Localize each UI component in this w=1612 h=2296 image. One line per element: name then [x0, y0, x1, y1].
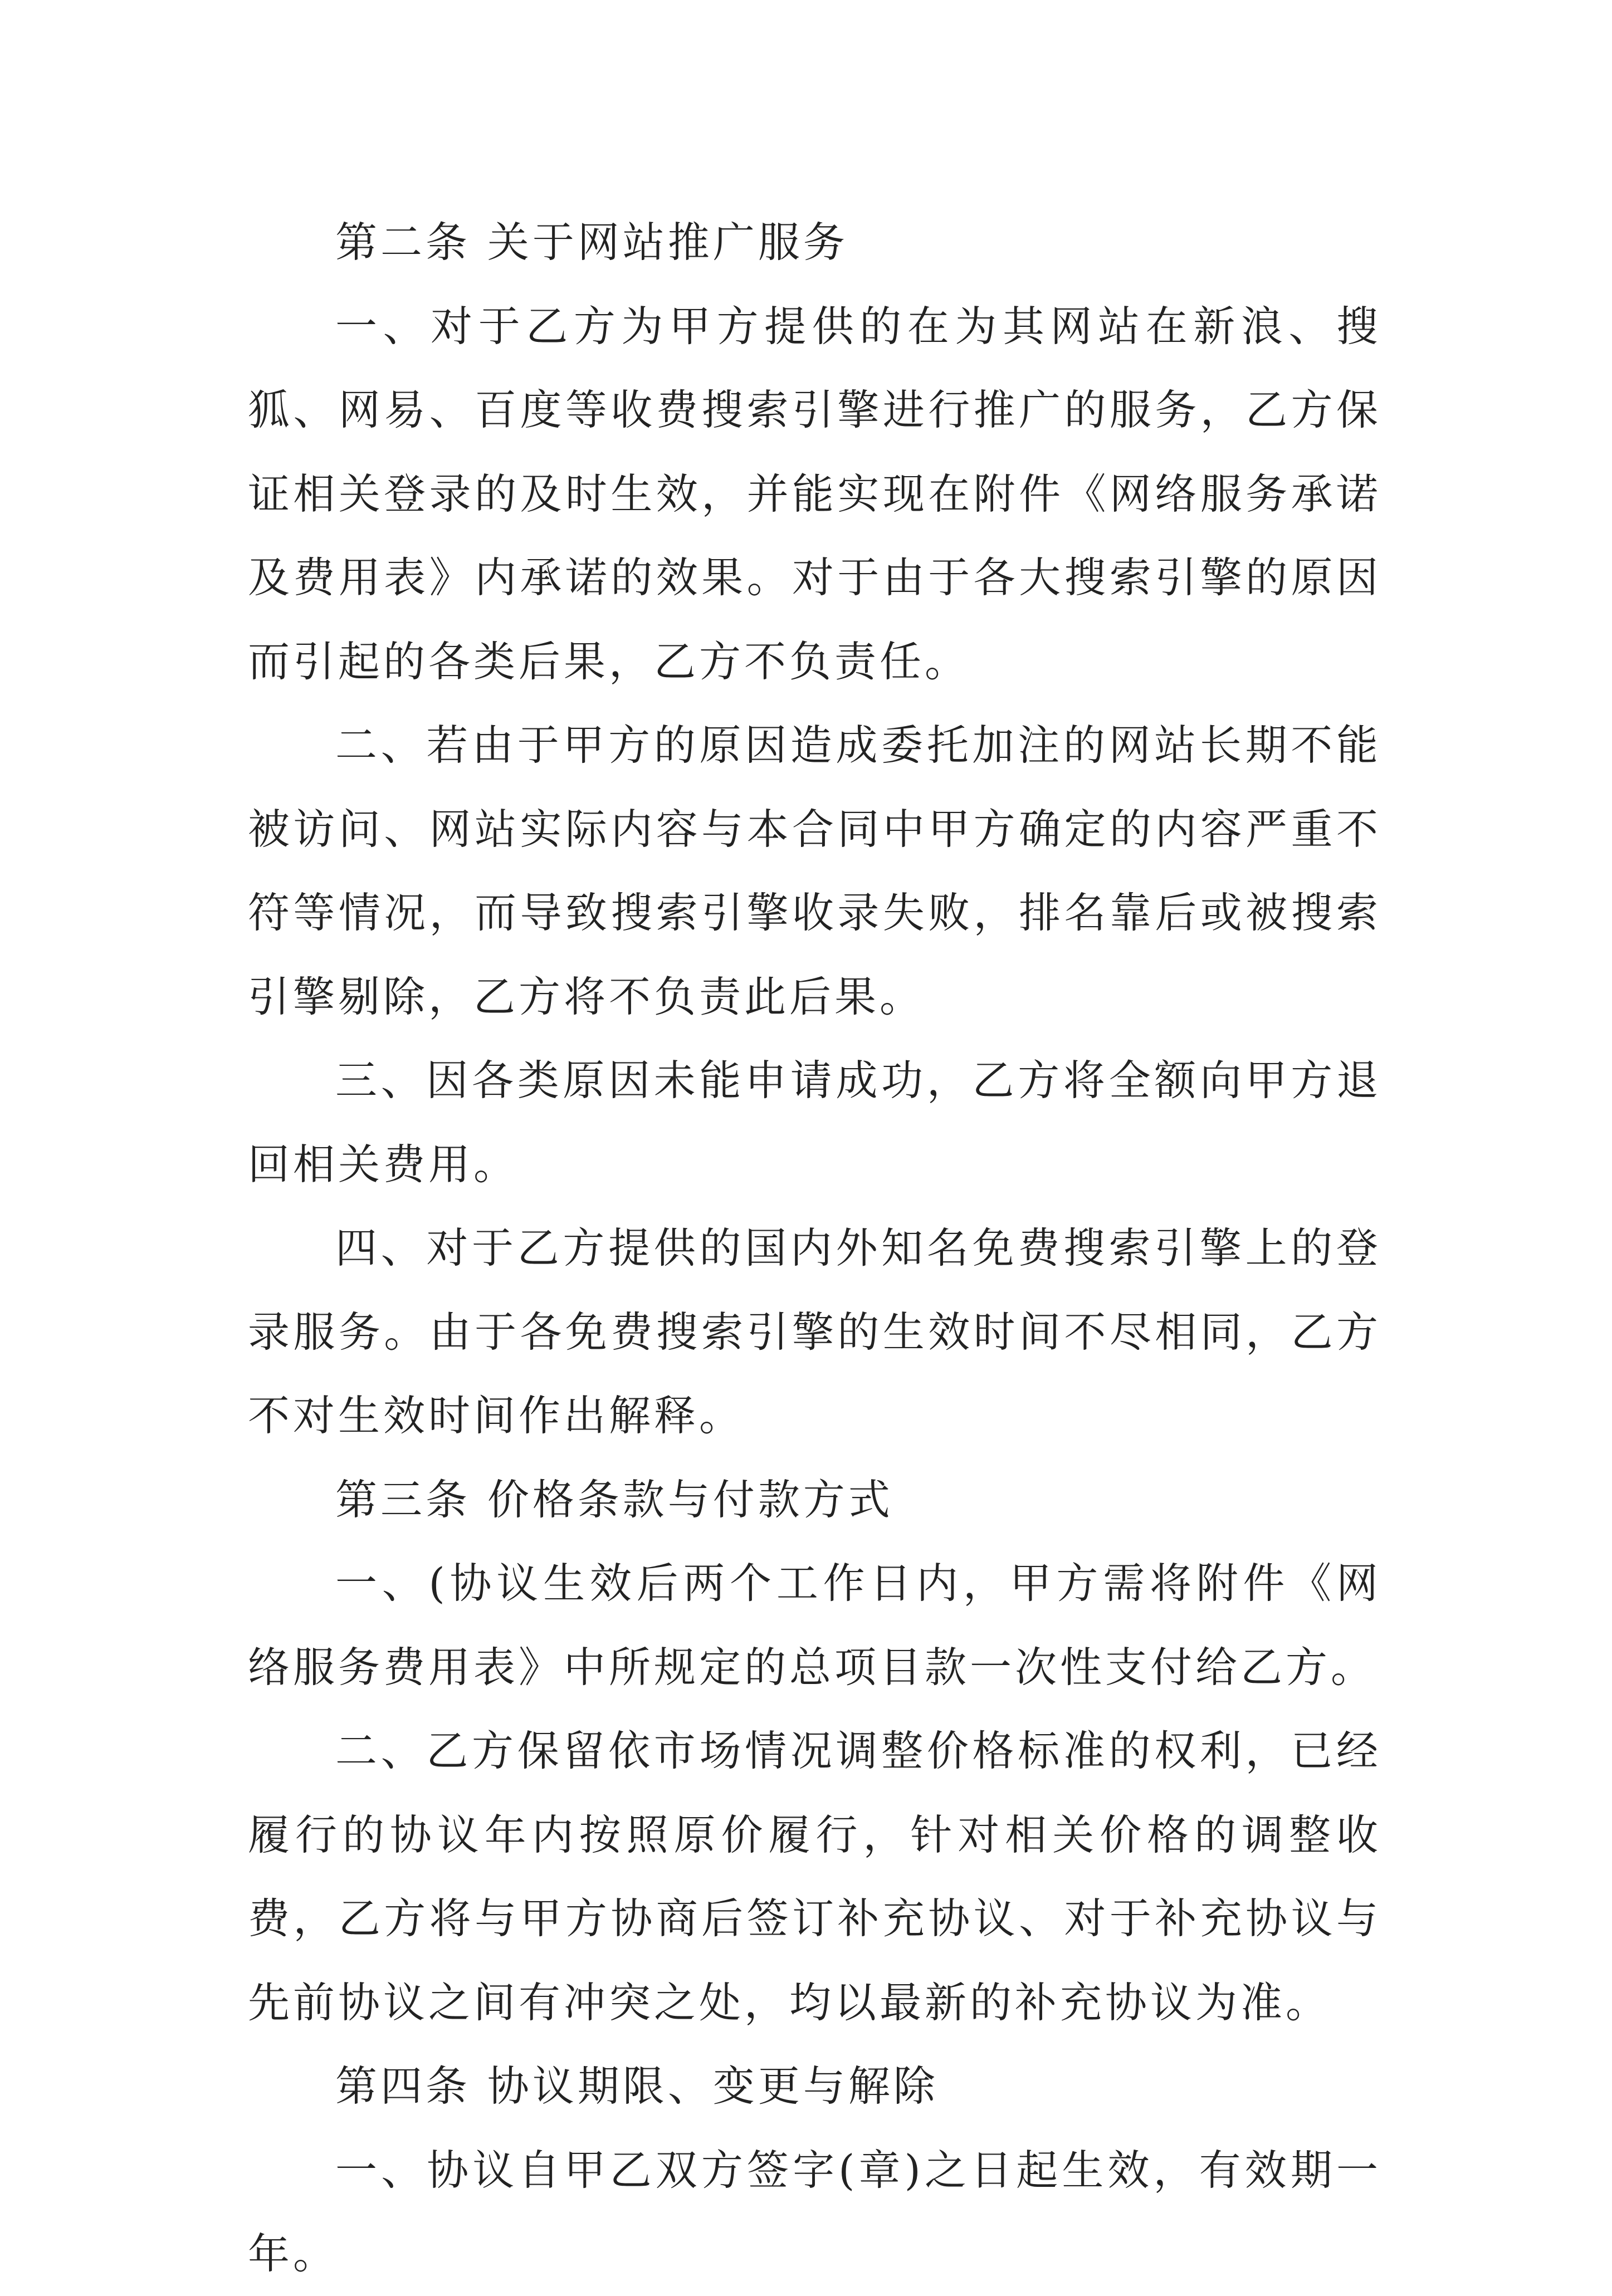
section-heading-article-4: 第四条 协议期限、变更与解除 — [335, 2062, 939, 2111]
paragraph-article-2-item-3: 三、因各类原因未能申请成功，乙方将全额向甲方退回相关费用。 — [248, 1056, 1381, 1189]
section-heading-article-2: 第二条 关于网站推广服务 — [335, 218, 848, 267]
document-body — [248, 200, 1381, 2296]
paragraph-article-2-item-4: 四、对于乙方提供的国内外知名免费搜索引擎上的登录服务。由于各免费搜索引擎的生效时间不尽相同，乙方不对生效时间作出解释。 — [248, 1223, 1381, 1440]
section-heading-article-3: 第三条 价格条款与付款方式 — [335, 1475, 893, 1524]
paragraph-article-2-item-1: 一、对于乙方为甲方提供的在为其网站在新浪、搜狐、网易、百度等收费搜索引擎进行推广的服务，乙方保证相关登录的及时生效，并能实现在附件《网络服务承诺及费用表》内承诺的效果。对于由于各大搜索引擎的原因而引起的各类后果，乙方不负责任。 — [248, 301, 1381, 686]
paragraph-article-3-item-2: 二、乙方保留依市场情况调整价格标准的权利，已经履行的协议年内按照原价履行，针对相关价格的调整收费，乙方将与甲方协商后签订补充协议、对于补充协议与先前协议之间有冲突之处，均以最新的补充协议为准。 — [248, 1726, 1381, 2027]
paragraph-article-2-item-2: 二、若由于甲方的原因造成委托加注的网站长期不能被访问、网站实际内容与本合同中甲方确定的内容严重不符等情况，而导致搜索引擎收录失败，排名靠后或被搜索引擎剔除，乙方将不负责此后果。 — [248, 721, 1381, 1021]
paragraph-article-3-item-1: 一、(协议生效后两个工作日内，甲方需将附件《网络服务费用表》中所规定的总项目款一次性支付给乙方。 — [248, 1559, 1381, 1692]
paragraph-article-4-item-1: 一、协议自甲乙双方签字(章)之日起生效，有效期一年。 — [248, 2145, 1381, 2278]
